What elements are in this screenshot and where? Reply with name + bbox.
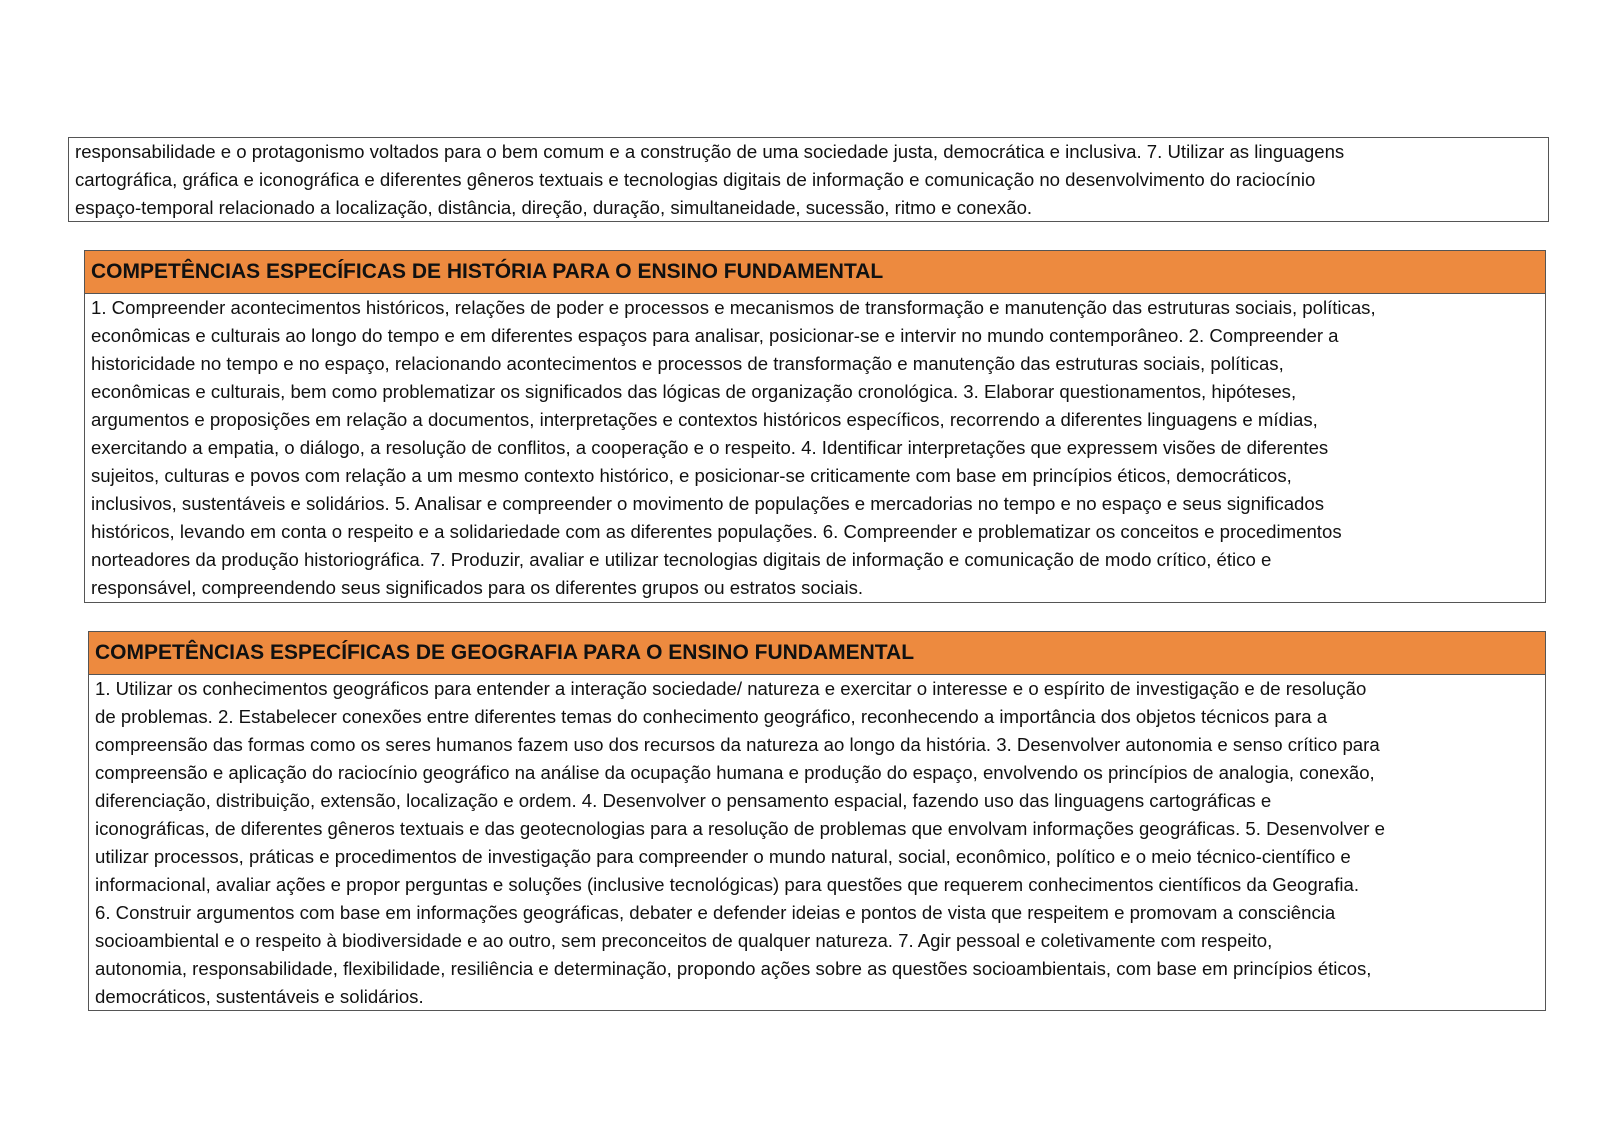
text-line: responsável, compreendendo seus significados para os diferentes grupos ou estratos sociais.: [91, 577, 864, 598]
continuation-text-body: [69, 138, 1548, 222]
text-line: inclusivos, sustentáveis e solidários. 5. Analisar e compreender o movimento de populações e mercadorias no tempo e no espaço e seus significados: [91, 493, 1325, 514]
text-line: compreensão e aplicação do raciocínio geográfico na análise da ocupação humana e produção do espaço, envolvendo os princípios de analogia, conexão,: [95, 762, 1375, 783]
text-line: historicidade no tempo e no espaço, relacionando acontecimentos e processos de transformação e manutenção das estruturas sociais, políticas,: [91, 353, 1284, 374]
text-line: informacional, avaliar ações e propor perguntas e soluções (inclusive tecnológicas) para questões que requerem conhecimentos científicos da Geografia.: [95, 874, 1360, 895]
continuation-text-box: [68, 137, 1549, 222]
text-line: cartográfica, gráfica e iconográfica e diferentes gêneros textuais e tecnologias digitais de informação e comunicação no desenvolvimento do raciocínio: [75, 169, 1316, 190]
text-line: históricos, levando em conta o respeito e a solidariedade com as diferentes populações. 6. Compreender e problematizar os conceitos e procedimentos: [91, 521, 1342, 542]
text-line: de problemas. 2. Estabelecer conexões entre diferentes temas do conhecimento geográfico, reconhecendo a importância dos objetos técnicos para a: [95, 706, 1328, 727]
text-line: econômicas e culturais ao longo do tempo e em diferentes espaços para analisar, posicionar-se e intervir no mundo contemporâneo. 2. Compreender a: [91, 325, 1339, 346]
text-line: 1. Compreender acontecimentos históricos, relações de poder e processos e mecanismos de transformação e manutenção das estruturas sociais, políticas,: [91, 297, 1376, 318]
historia-section-body: [85, 294, 1545, 602]
text-line: exercitando a empatia, o diálogo, a resolução de conflitos, a cooperação e o respeito. 4. Identificar interpretações que expressem visões de diferentes: [91, 437, 1329, 458]
text-line: argumentos e proposições em relação a documentos, interpretações e contextos históricos específicos, recorrendo a diferentes linguagens e mídias,: [91, 409, 1318, 430]
text-line: diferenciação, distribuição, extensão, localização e ordem. 4. Desenvolver o pensamento espacial, fazendo uso das linguagens cartográficas e: [95, 790, 1272, 811]
text-line: socioambiental e o respeito à biodiversidade e ao outro, sem preconceitos de qualquer natureza. 7. Agir pessoal e coletivamente com respeito,: [95, 930, 1273, 951]
text-line: econômicas e culturais, bem como problematizar os significados das lógicas de organização cronológica. 3. Elaborar questionamentos, hipóteses,: [91, 381, 1297, 402]
text-line: 1. Utilizar os conhecimentos geográficos para entender a interação sociedade/ natureza e exercitar o interesse e o espírito de investigação e de resolução: [95, 678, 1367, 699]
historia-section-title: COMPETÊNCIAS ESPECÍFICAS DE HISTÓRIA PARA O ENSINO FUNDAMENTAL: [85, 251, 1545, 294]
geografia-section-title: COMPETÊNCIAS ESPECÍFICAS DE GEOGRAFIA PARA O ENSINO FUNDAMENTAL: [89, 632, 1545, 675]
text-line: democráticos, sustentáveis e solidários.: [95, 986, 424, 1007]
text-line: espaço-temporal relacionado a localização, distância, direção, duração, simultaneidade, sucessão, ritmo e conexão.: [75, 197, 1033, 218]
historia-competencias-box: [84, 250, 1546, 603]
text-line: norteadores da produção historiográfica. 7. Produzir, avaliar e utilizar tecnologias digitais de informação e comunicação de modo crítico, ético e: [91, 549, 1272, 570]
text-line: responsabilidade e o protagonismo voltados para o bem comum e a construção de uma sociedade justa, democrática e inclusiva. 7. Utilizar as linguagens: [75, 141, 1345, 162]
text-line: 6. Construir argumentos com base em informações geográficas, debater e defender ideias e pontos de vista que respeitem e promovam a consciência: [95, 902, 1336, 923]
geografia-section-body: [89, 675, 1545, 1011]
text-line: sujeitos, culturas e povos com relação a um mesmo contexto histórico, e posicionar-se criticamente com base em princípios éticos, democráticos,: [91, 465, 1292, 486]
text-line: iconográficas, de diferentes gêneros textuais e das geotecnologias para a resolução de problemas que envolvam informações geográficas. 5. Desenvolver e: [95, 818, 1385, 839]
text-line: compreensão das formas como os seres humanos fazem uso dos recursos da natureza ao longo da história. 3. Desenvolver autonomia e senso crítico para: [95, 734, 1380, 755]
geografia-competencias-box: [88, 631, 1546, 1011]
text-line: utilizar processos, práticas e procedimentos de investigação para compreender o mundo natural, social, econômico, político e o meio técnico-científico e: [95, 846, 1351, 867]
text-line: autonomia, responsabilidade, flexibilidade, resiliência e determinação, propondo ações sobre as questões socioambientais, com base em princípios éticos,: [95, 958, 1372, 979]
